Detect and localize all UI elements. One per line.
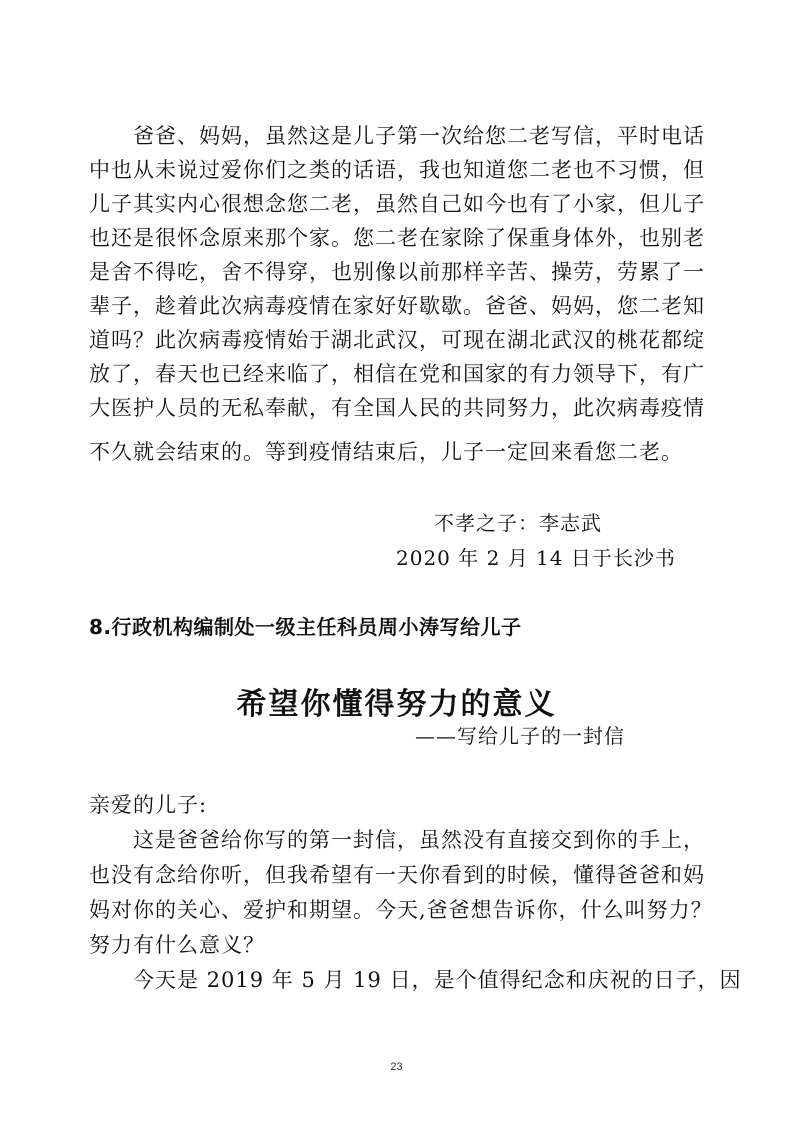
letter2-line: 努力有什么意义？ <box>89 933 265 957</box>
letter1-line: 中也从未说过爱你们之类的话语，我也知道您二老也不习惯，但 <box>89 158 705 182</box>
letter1-line: 道吗？此次病毒疫情始于湖北武汉，可现在湖北武汉的桃花都绽 <box>89 328 705 352</box>
page-number: 23 <box>390 1061 403 1073</box>
letter2-salutation: 亲爱的儿子: <box>89 793 208 817</box>
letter2-line: 今天是 2019 年 5 月 19 日，是个值得纪念和庆祝的日子，因 <box>133 968 742 992</box>
section-heading: 8.行政机构编制处一级主任科员周小涛写给儿子 <box>89 615 522 639</box>
letter1-line: 不久就会结束的。等到疫情结束后，儿子一定回来看您二老。 <box>89 440 683 464</box>
letter1-line: 是舍不得吃，舍不得穿，也别像以前那样辛苦、操劳，劳累了一 <box>89 260 705 284</box>
letter1-date: 2020 年 2 月 14 日于长沙书 <box>396 546 676 570</box>
letter1-line: 大医护人员的无私奉献，有全国人民的共同努力，此次病毒疫情 <box>89 396 705 420</box>
letter1-signature: 不孝之子：李志武 <box>434 511 602 535</box>
letter1-line: 辈子，趁着此次病毒疫情在家好好歇歇。爸爸、妈妈，您二老知 <box>89 294 705 318</box>
letter1-line: 爸爸、妈妈，虽然这是儿子第一次给您二老写信，平时电话 <box>133 124 705 148</box>
letter1-line: 也还是很怀念原来那个家。您二老在家除了保重身体外，也别老 <box>89 226 705 250</box>
letter1-line: 放了，春天也已经来临了，相信在党和国家的有力领导下，有广 <box>89 362 705 386</box>
letter2-line: 这是爸爸给你写的第一封信，虽然没有直接交到你的手上， <box>133 828 705 852</box>
letter2-title: 希望你懂得努力的意义 <box>236 687 557 722</box>
letter2-line: 也没有念给你听，但我希望有一天你看到的时候，懂得爸爸和妈 <box>89 863 705 887</box>
letter2-subtitle: ——写给儿子的一封信 <box>415 724 625 748</box>
letter2-line: 妈对你的关心、爱护和期望。今天,爸爸想告诉你，什么叫努力？ <box>89 898 713 922</box>
letter1-line: 儿子其实内心很想念您二老，虽然自己如今也有了小家，但儿子 <box>89 192 705 216</box>
